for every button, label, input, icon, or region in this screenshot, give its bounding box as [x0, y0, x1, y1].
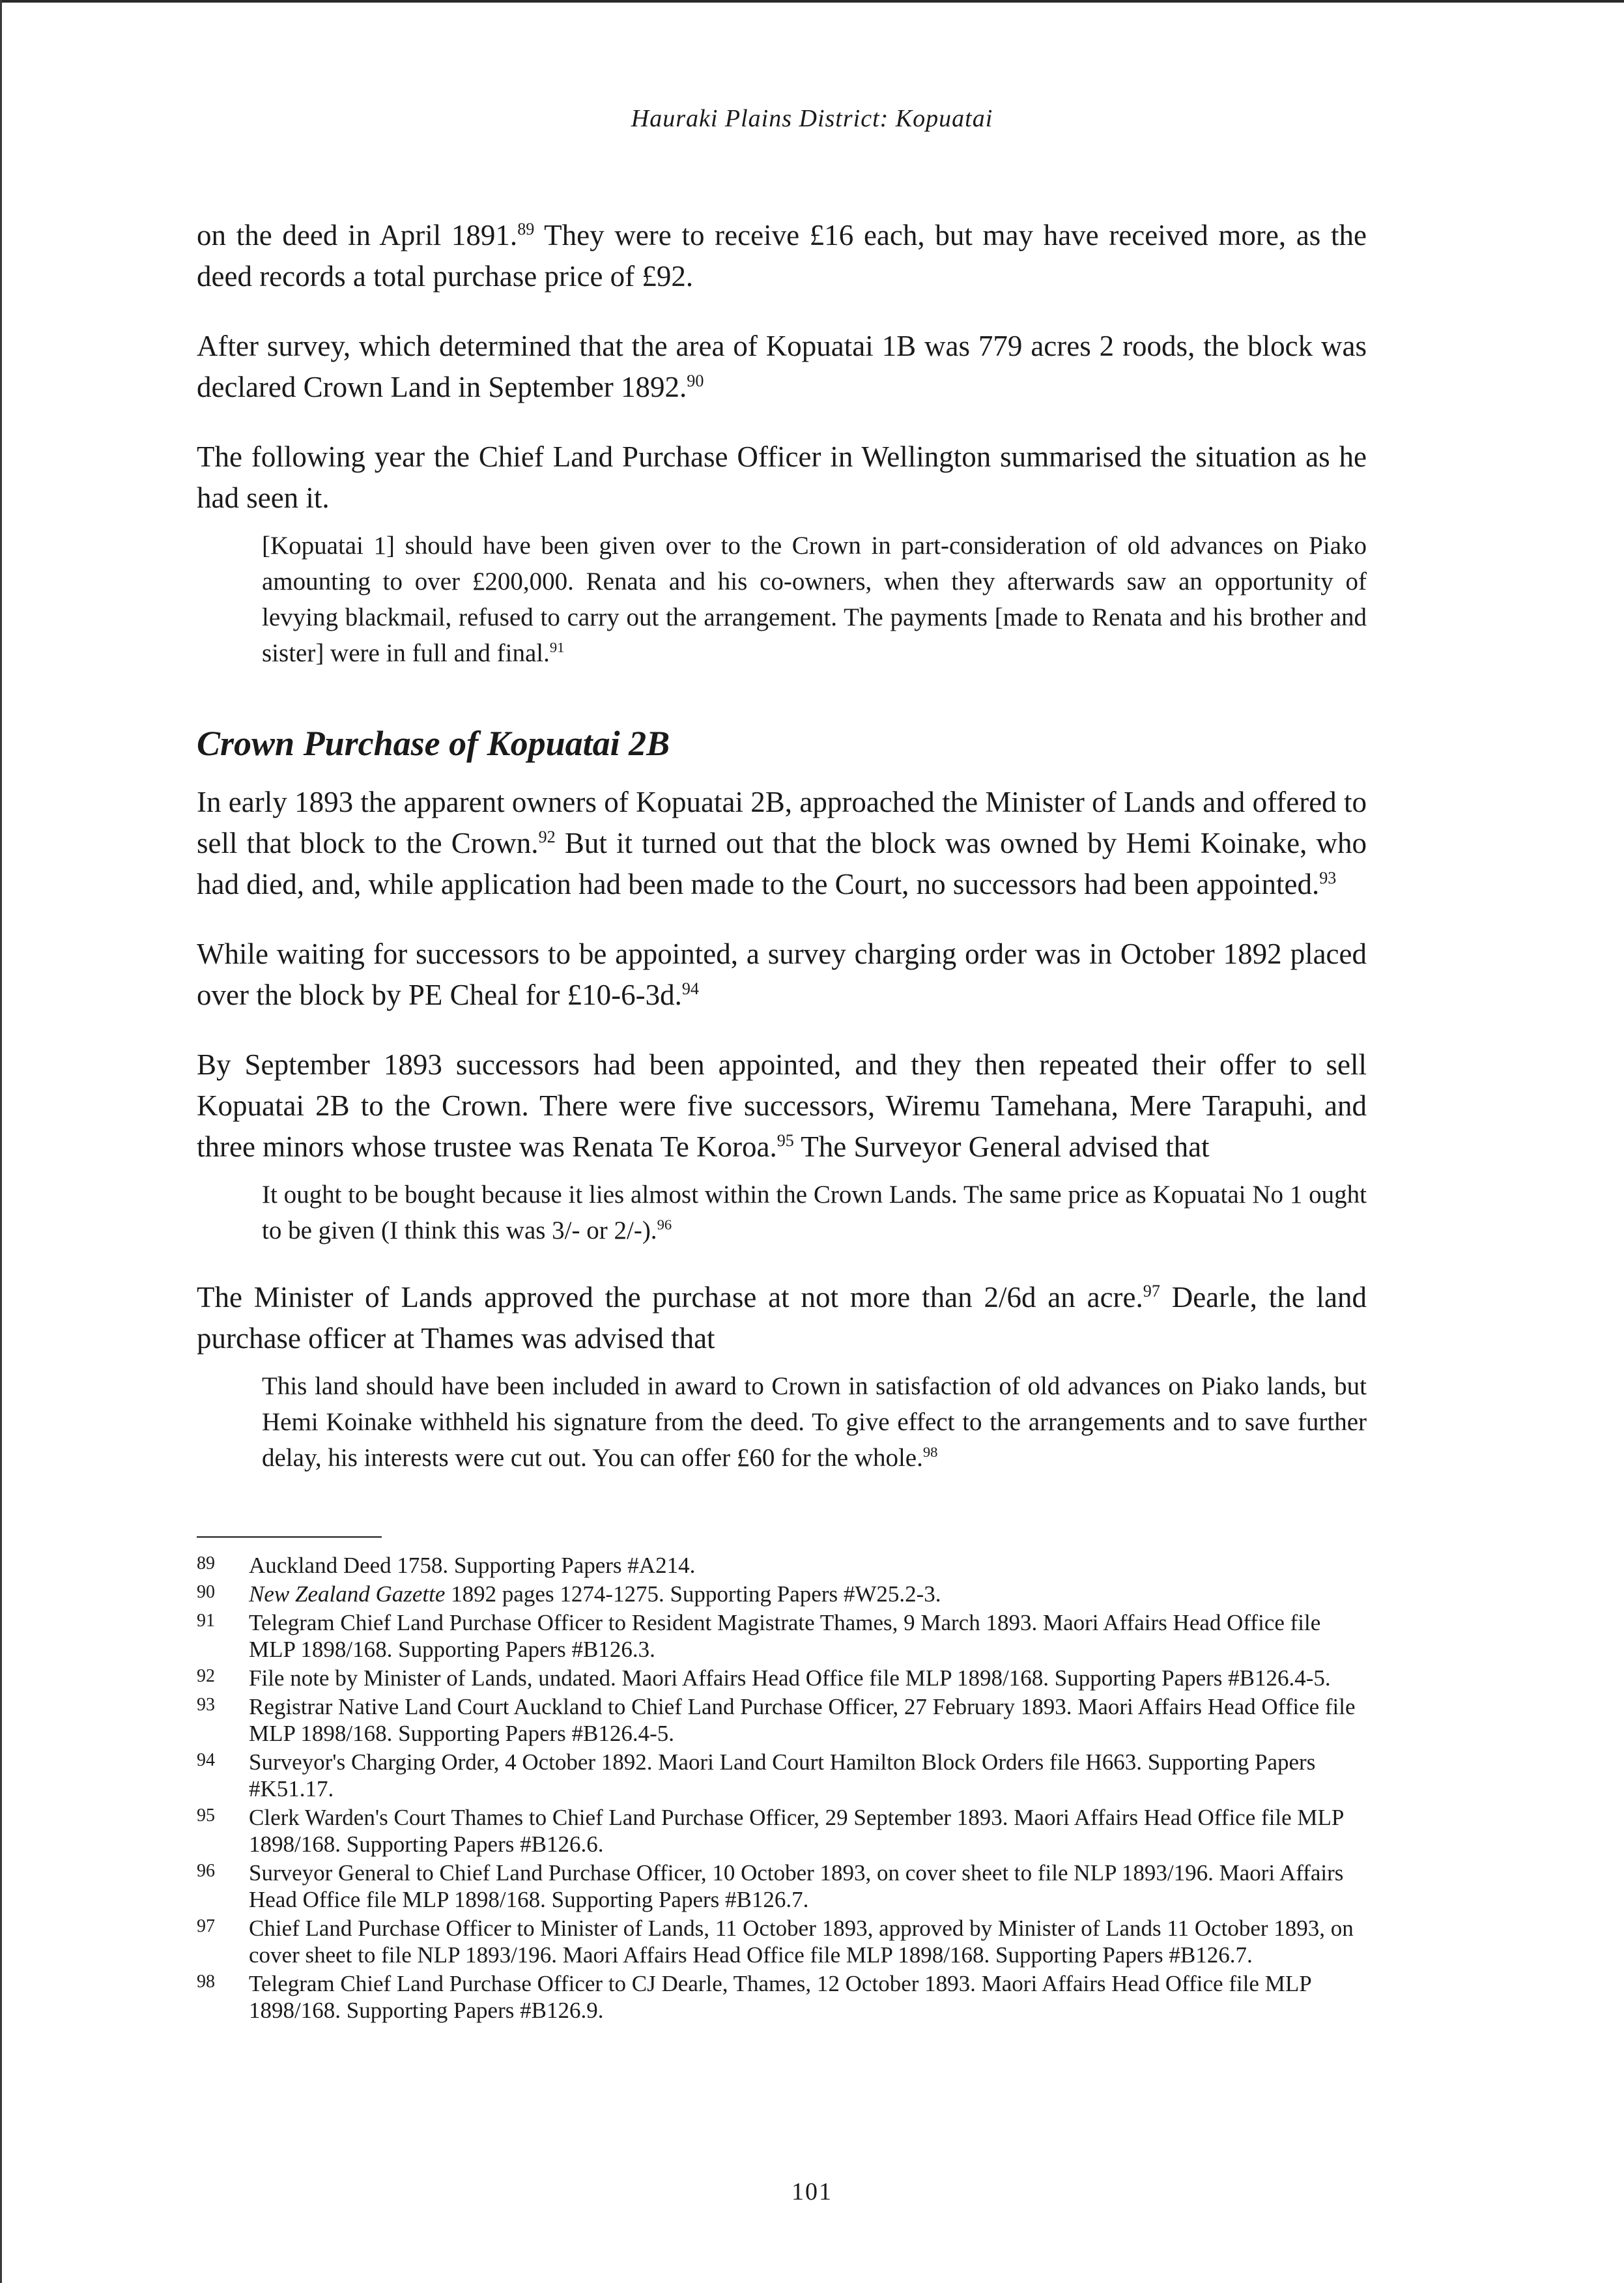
footnote-ref[interactable]: 91 [549, 639, 565, 655]
footnotes [197, 1552, 1367, 2026]
footnote [197, 1581, 1367, 1607]
footnote [197, 1804, 1367, 1858]
footnote-number: 94 [197, 1750, 215, 1770]
footnote-text: Telegram Chief Land Purchase Officer to Resident Magistrate Thames, 9 March 1893. Maori Affairs Head Office file MLP 1898/168. Supporting Papers #B126.3. [249, 1610, 1321, 1662]
footnote [197, 1552, 1367, 1579]
paragraph-text: on the deed in April 1891. [197, 219, 518, 251]
quote-text: [Kopuatai 1] should have been given over to the Crown in part-consideration of old advances on Piako amounting to over £200,000. Renata and his co-owners, when they afterwards saw an opportunity of levying blackmail, refused to carry out the arrangement. The payments [made to Renata and his brother and sister] were in full and final. [262, 532, 1367, 667]
footnote-ref[interactable]: 89 [517, 220, 535, 238]
footnote-ref[interactable]: 97 [1143, 1282, 1160, 1300]
footnote-number: 91 [197, 1611, 215, 1631]
footnote-text [249, 1581, 1367, 1607]
footnote-text: Surveyor General to Chief Land Purchase Officer, 10 October 1893, on cover sheet to file NLP 1893/196. Maori Affairs Head Office file MLP 1898/168. Supporting Papers #B126.7. [249, 1860, 1344, 1912]
paragraph-text: Dearle, the land purchase officer at Thames was advised that [197, 1281, 1367, 1355]
footnote [197, 1749, 1367, 1802]
publication-title: New Zealand Gazette [249, 1581, 446, 1607]
block-quote [262, 528, 1367, 671]
paragraph-text: After survey, which determined that the area of Kopuatai 1B was 779 acres 2 roods, the block was declared Crown Land in September 1892. [197, 330, 1367, 403]
footnote-text: Telegram Chief Land Purchase Officer to CJ Dearle, Thames, 12 October 1893. Maori Affairs Head Office file MLP 1898/168. Supporting Papers #B126.9. [249, 1971, 1311, 2023]
footnote-text: Chief Land Purchase Officer to Minister of Lands, 11 October 1893, approved by Minister of Lands 11 October 1893, on cover sheet to file NLP 1893/196. Maori Affairs Head Office file MLP 1898/168. Supporting Papers #B126.7. [249, 1916, 1354, 1968]
quote-text: It ought to be bought because it lies almost within the Crown Lands. The same price as Kopuatai No 1 ought to be given (I think this was 3/- or 2/-). [262, 1181, 1367, 1244]
footnote-text: Registrar Native Land Court Auckland to Chief Land Purchase Officer, 27 February 1893. Maori Affairs Head Office file MLP 1898/168. Supporting Papers #B126.4-5. [249, 1694, 1356, 1746]
paragraph-text: They were to receive £16 each, but may have received more, as the deed records a total purchase price of £92. [197, 219, 1367, 293]
footnote-text: File note by Minister of Lands, undated. Maori Affairs Head Office file MLP 1898/168. Supporting Papers #B126.4-5. [249, 1665, 1331, 1691]
footnote-number: 93 [197, 1695, 215, 1715]
paragraph-text: The Surveyor General advised that [793, 1130, 1210, 1163]
footnote [197, 1859, 1367, 1913]
section-heading: Crown Purchase of Kopuatai 2B [197, 724, 670, 763]
footnote-text-rest: 1892 pages 1274-1275. Supporting Papers #W25.2-3. [445, 1581, 941, 1607]
footnote [197, 1915, 1367, 1968]
footnote-ref[interactable]: 93 [1319, 869, 1337, 887]
paragraph-text: By September 1893 successors had been appointed, and they then repeated their offer to sell Kopuatai 2B to the Crown. There were five successors, Wiremu Tamehana, Mere Tarapuhi, and three minors whose trustee was Renata Te Koroa. [197, 1048, 1367, 1163]
paragraph [197, 1044, 1367, 1168]
block-quote [262, 1368, 1367, 1476]
footnote-ref[interactable]: 92 [538, 827, 556, 846]
paragraph [197, 1277, 1367, 1359]
paragraph-text: In early 1893 the apparent owners of Kopuatai 2B, approached the Minister of Lands and offered to sell that block to the Crown. [197, 786, 1367, 859]
paragraph [197, 934, 1367, 1016]
paragraph [197, 782, 1367, 905]
footnote-ref[interactable]: 96 [657, 1216, 672, 1233]
footnote-text: Auckland Deed 1758. Supporting Papers #A214. [249, 1553, 696, 1578]
footnote-number: 97 [197, 1916, 215, 1936]
footnote [197, 1693, 1367, 1747]
footnote [197, 1970, 1367, 2024]
footnote-number: 96 [197, 1861, 215, 1881]
footnote-divider [197, 1536, 382, 1538]
footnote [197, 1665, 1367, 1691]
footnote-number: 98 [197, 1972, 215, 1992]
paragraph-text: The following year the Chief Land Purchase Officer in Wellington summarised the situation as he had seen it. [197, 440, 1367, 514]
paragraph-text: The Minister of Lands approved the purchase at not more than 2/6d an acre. [197, 1281, 1143, 1314]
footnote-ref[interactable]: 98 [922, 1444, 938, 1460]
page-top-edge [0, 0, 1624, 3]
running-head: Hauraki Plains District: Kopuatai [631, 105, 993, 132]
paragraph [197, 326, 1367, 408]
page-number: 101 [791, 2178, 833, 2205]
footnote-number: 90 [197, 1582, 215, 1602]
footnote [197, 1609, 1367, 1663]
main-text [197, 215, 1367, 1504]
quote-text: This land should have been included in award to Crown in satisfaction of old advances on Piako lands, but Hemi Koinake withheld his signature from the deed. To give effect to the arrangements and to save further delay, his interests were cut out. You can offer £60 for the whole. [262, 1372, 1367, 1472]
footnote-text: Surveyor's Charging Order, 4 October 1892. Maori Land Court Hamilton Block Orders file H663. Supporting Papers #K51.17. [249, 1749, 1316, 1802]
page-left-edge [0, 0, 2, 2283]
paragraph [197, 215, 1367, 297]
footnote-ref[interactable]: 90 [687, 371, 704, 390]
paragraph-text: While waiting for successors to be appointed, a survey charging order was in October 1892 placed over the block by PE Cheal for £10-6-3d. [197, 938, 1367, 1011]
block-quote [262, 1177, 1367, 1248]
footnote-number: 92 [197, 1666, 215, 1686]
footnote-text: Clerk Warden's Court Thames to Chief Land Purchase Officer, 29 September 1893. Maori Affairs Head Office file MLP 1898/168. Supporting Papers #B126.6. [249, 1805, 1344, 1857]
paragraph-text: But it turned out that the block was owned by Hemi Koinake, who had died, and, while application had been made to the Court, no successors had been appointed. [197, 827, 1367, 900]
footnote-ref[interactable]: 94 [681, 979, 699, 998]
footnote-number: 95 [197, 1805, 215, 1826]
paragraph [197, 437, 1367, 519]
footnote-number: 89 [197, 1553, 215, 1573]
footnote-ref[interactable]: 95 [776, 1131, 794, 1150]
